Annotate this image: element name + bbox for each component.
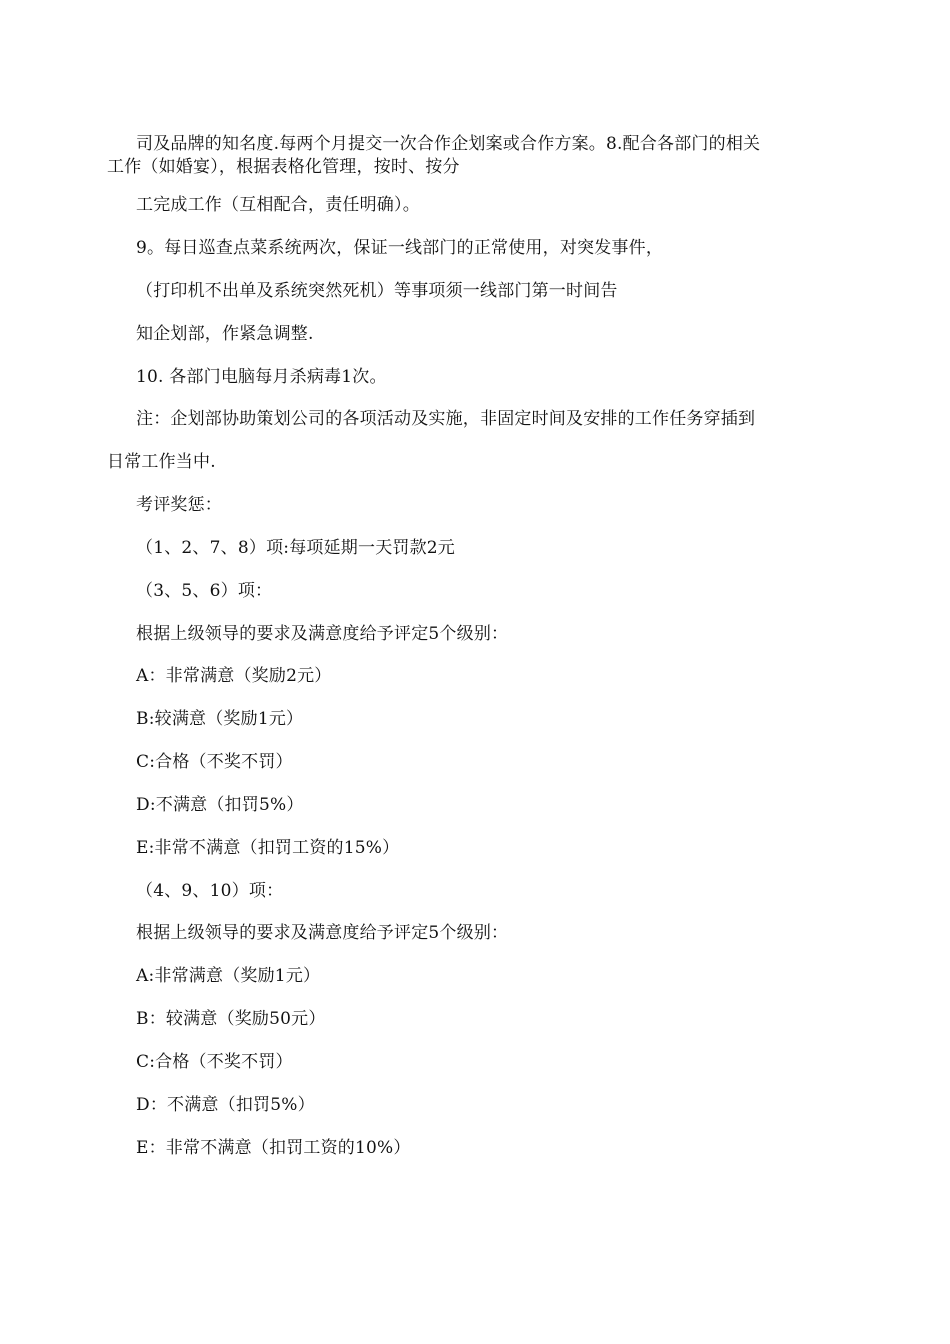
text-line: 日常工作当中. — [107, 452, 216, 472]
text-line: （3、5、6）项： — [136, 581, 273, 601]
text-line: 根据上级领导的要求及满意度给予评定5个级别： — [136, 923, 509, 943]
text-line: 根据上级领导的要求及满意度给予评定5个级别： — [136, 624, 509, 644]
text-line: B:较满意（奖励1元） — [136, 709, 304, 729]
text-line: B：较满意（奖励50元） — [136, 1009, 326, 1029]
text-line: 10. 各部门电脑每月杀病毒1次。 — [136, 367, 387, 387]
text-line: 考评奖惩： — [136, 495, 222, 515]
text-line: E：非常不满意（扣罚工资的10%） — [136, 1138, 411, 1158]
text-line: （4、9、10）项： — [136, 881, 284, 901]
text-line: C:合格（不奖不罚） — [136, 752, 293, 772]
text-line: A:非常满意（奖励1元） — [136, 966, 321, 986]
text-line: （1、2、7、8）项:每项延期一天罚款2元 — [136, 538, 456, 558]
text-line: 司及品牌的知名度.每两个月提交一次合作企划案或合作方案。8.配合各部门的相关 — [136, 134, 761, 154]
text-line: （打印机不出单及系统突然死机）等事项须一线部门第一时间告 — [136, 281, 618, 301]
text-line: A：非常满意（奖励2元） — [136, 666, 332, 686]
text-line: 工作（如婚宴），根据表格化管理，按时、按分 — [107, 157, 460, 177]
text-line: D:不满意（扣罚5%） — [136, 795, 304, 815]
text-line: 注：企划部协助策划公司的各项活动及实施，非固定时间及安排的工作任务穿插到 — [136, 409, 756, 429]
text-line: 9。每日巡查点菜系统两次，保证一线部门的正常使用，对突发事件， — [136, 238, 664, 258]
text-line: 知企划部，作紧急调整. — [136, 324, 314, 344]
text-line: C:合格（不奖不罚） — [136, 1052, 293, 1072]
text-line: E:非常不满意（扣罚工资的15%） — [136, 838, 400, 858]
text-line: 工完成工作（互相配合，责任明确）。 — [136, 195, 420, 215]
text-line: D：不满意（扣罚5%） — [136, 1095, 315, 1115]
